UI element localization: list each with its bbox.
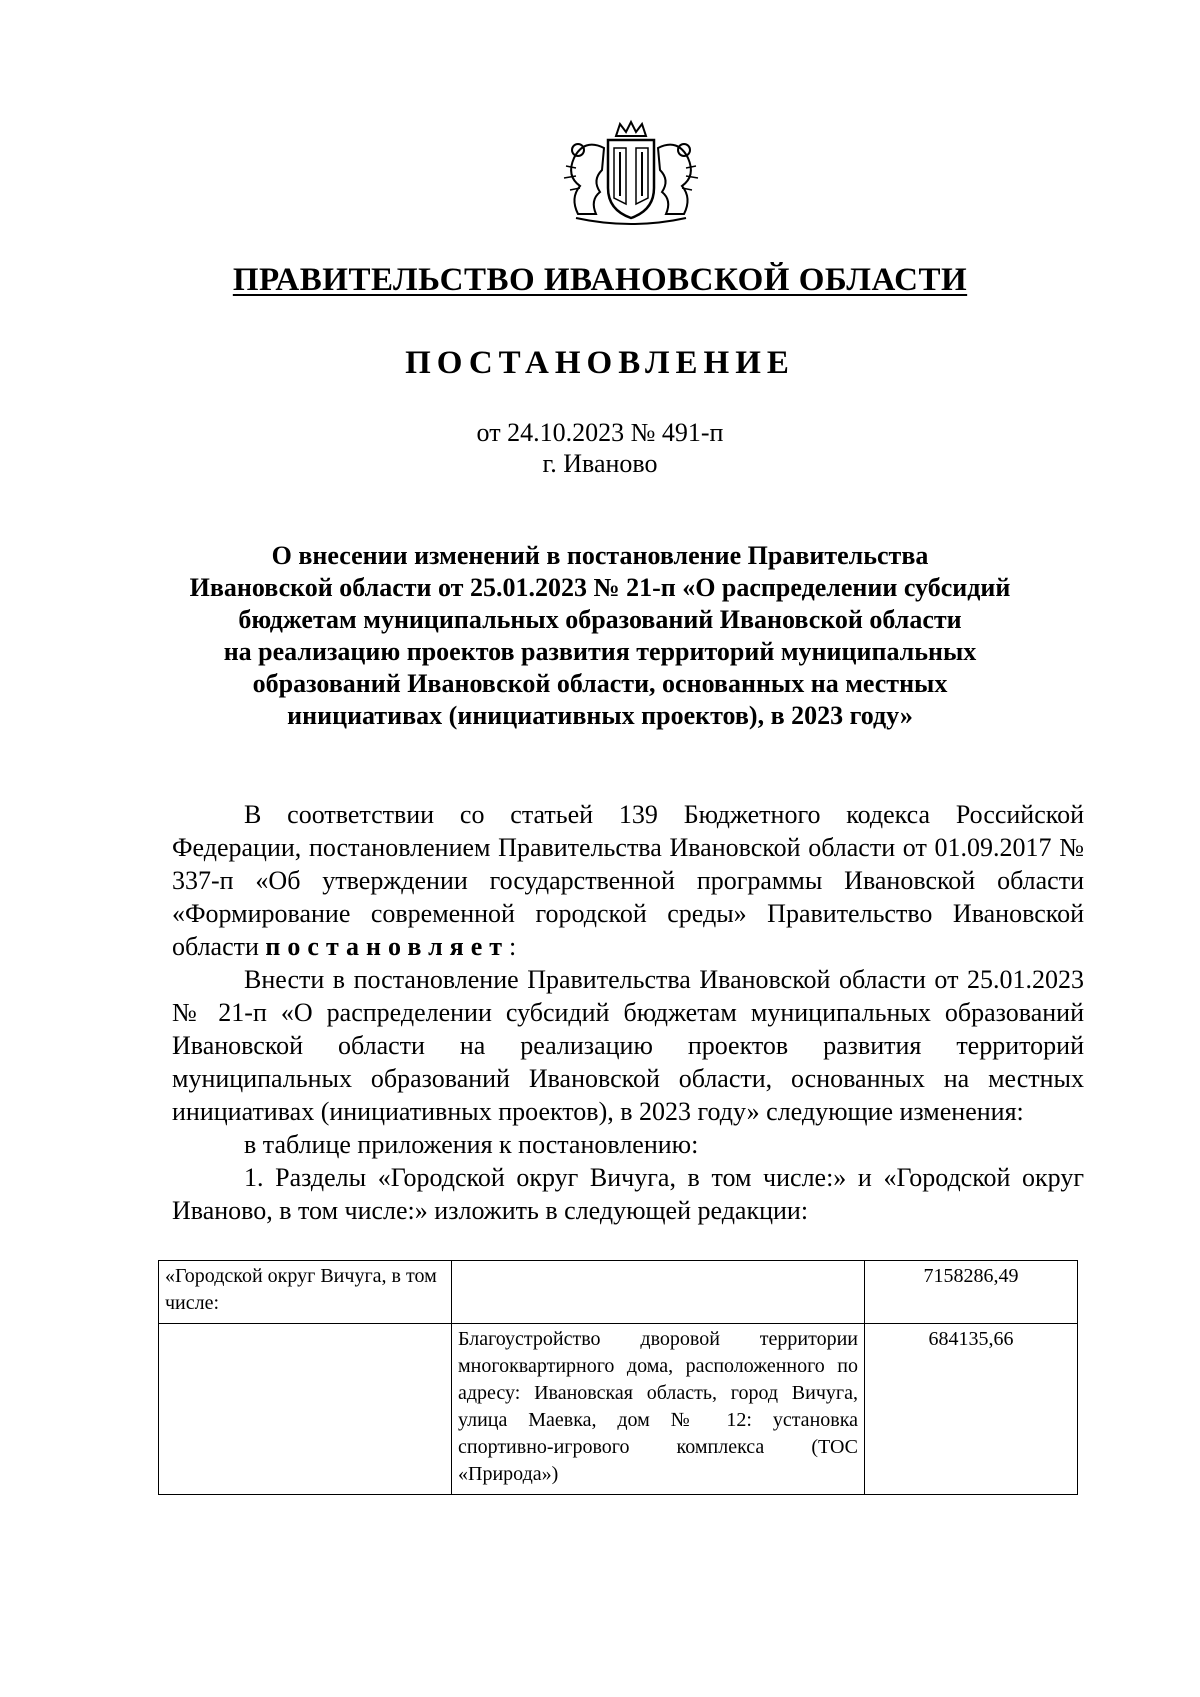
body-paragraph: 1. Разделы «Городской округ Вичуга, в том числе:» и «Городской округ Иваново, в том числе:» изложить в следующей редакции:	[172, 1163, 1084, 1225]
body-paragraph: в таблице приложения к постановлению:	[244, 1130, 699, 1159]
table-cell-amount: 7158286,49	[865, 1261, 1078, 1324]
body-paragraph: Внести в постановление Правительства Ивановской области от 25.01.2023 № 21-п «О распределении субсидий бюджетам муниципальных образований Ивановской области на реализацию проектов развития территорий муниципальных образований Ивановской области, основанных на местных инициативах (инициативных проектов), в 2023 году» следующие изменения:	[172, 965, 1084, 1126]
subject-line: О внесении изменений в постановление Правительства	[271, 541, 929, 570]
table-row	[159, 1324, 1078, 1495]
document-subject	[160, 540, 1040, 732]
organization-title-text: ПРАВИТЕЛЬСТВО ИВАНОВСКОЙ ОБЛАСТИ	[232, 262, 968, 298]
document-date-number: от 24.10.2023 № 491-п	[476, 418, 724, 447]
subject-line: инициативах (инициативных проектов), в 2023 году»	[287, 701, 913, 730]
subject-line: Ивановской области от 25.01.2023 № 21-п «О распределении субсидий	[189, 573, 1011, 602]
paragraph-text: :	[509, 932, 517, 961]
table-cell-project	[452, 1261, 865, 1324]
coat-of-arms-emblem	[556, 118, 706, 228]
subsidy-table	[158, 1260, 1078, 1495]
document-city: г. Иваново	[542, 449, 658, 478]
paragraph-text: В соответствии со статьей 139 Бюджетного кодекса Российской Федерации, постановлением Правительства Ивановской области от 01.09.2017 № 337-п «Об утверждении государственной программы Ивановской области «Формирование современной городской среды» Правительство Ивановской области	[172, 800, 1084, 961]
body-paragraph	[172, 798, 1084, 963]
subject-line: на реализацию проектов развития территорий муниципальных	[223, 637, 977, 666]
document-type: ПОСТАНОВЛЕНИЕ	[405, 345, 795, 381]
table-cell-municipality: «Городской округ Вичуга, в том числе:	[159, 1261, 452, 1324]
organization-title	[0, 262, 1200, 299]
table-row	[159, 1261, 1078, 1324]
subject-line: образований Ивановской области, основанных на местных	[252, 669, 948, 698]
table-cell-project: Благоустройство дворовой территории многоквартирного дома, расположенного по адресу: Ивановская область, город Вичуга, улица Маевка, дом № 12: установка спортивно-игрового комплекса (ТОС «Природа»)	[452, 1324, 865, 1495]
subject-line: бюджетам муниципальных образований Ивановской области	[238, 605, 962, 634]
document-body	[172, 798, 1084, 1227]
table-cell-municipality	[159, 1324, 452, 1495]
table-cell-amount: 684135,66	[865, 1324, 1078, 1495]
resolves-keyword: постановляет	[265, 932, 510, 961]
